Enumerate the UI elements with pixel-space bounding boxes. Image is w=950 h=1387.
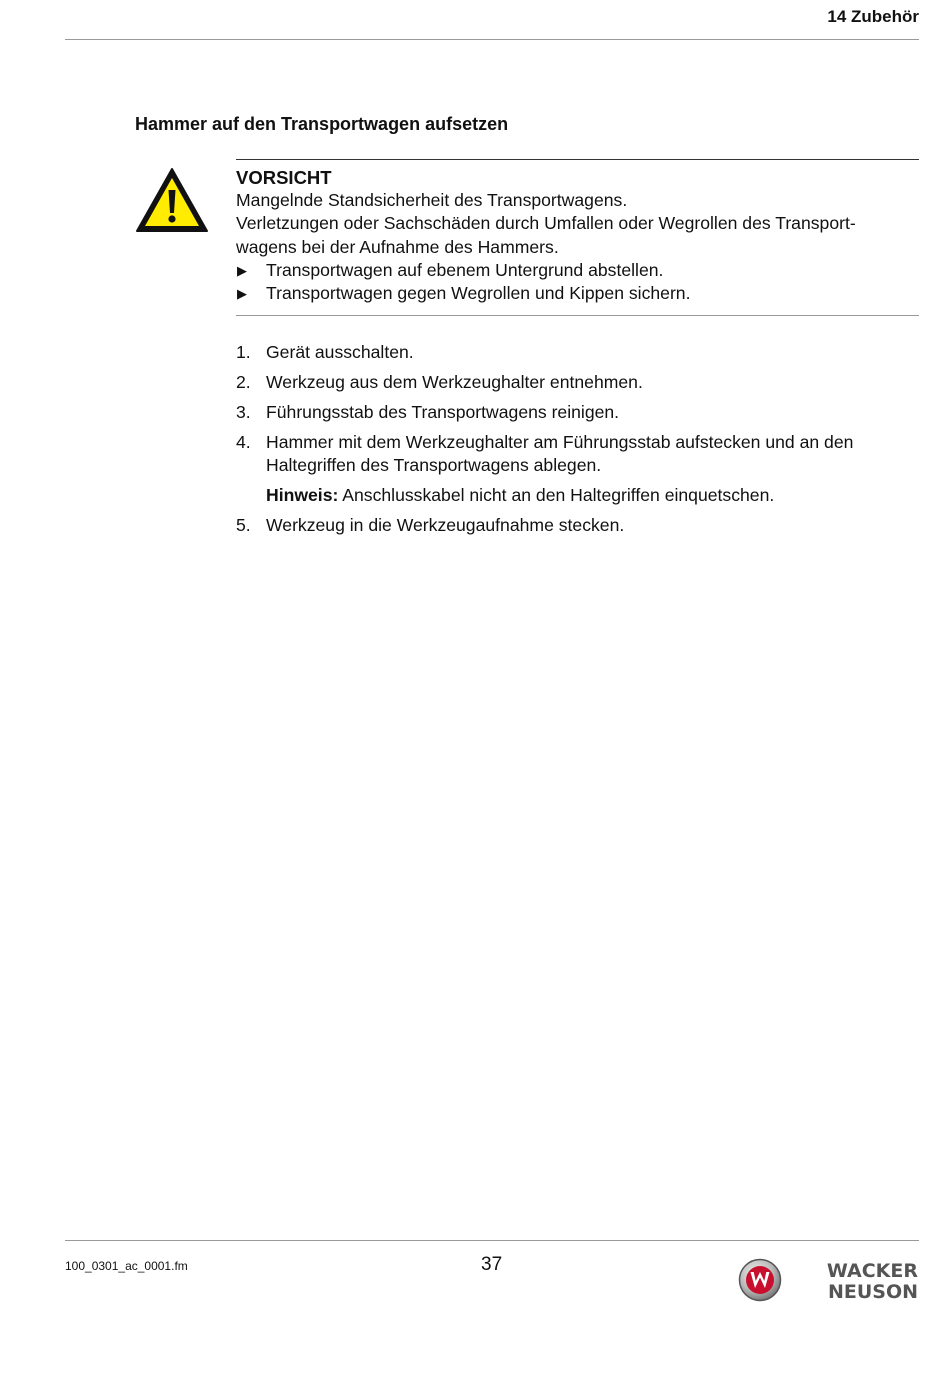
chapter-header: 14 Zubehör [827,7,919,26]
warning-consequence-line: wagens bei der Aufnahme des Hammers. [236,236,559,257]
page-number: 37 [481,1254,503,1275]
triangle-bullet-icon: ▶ [237,262,247,278]
step-item [236,431,926,477]
warning-measure [236,259,926,282]
step-number: 1. [236,342,251,362]
warning-measure-text: Transportwagen gegen Wegrollen und Kippen sichern. [266,283,691,304]
section-title: Hammer auf den Transportwagen aufsetzen [135,114,509,134]
warning-consequence-line: Verletzungen oder Sachschäden durch Umfallen oder Wegrollen des Transport- [236,213,856,234]
header-rule [65,39,919,40]
step-text: Führungsstab des Transportwagens reinigen. [266,402,620,422]
warning-measure-text: Transportwagen auf ebenem Untergrund abstellen. [266,259,664,280]
step-list [236,341,926,544]
wacker-neuson-logo [738,1257,920,1303]
step-item [236,401,926,424]
step-text: Werkzeug in die Werkzeugaufnahme stecken. [266,515,625,536]
warning-triangle-icon [134,166,210,234]
step-item [236,341,926,364]
warning-block [236,166,926,305]
note-label: Hinweis: [266,485,339,506]
step-item [236,514,926,537]
note-text: Anschlusskabel nicht an den Haltegriffen einquetschen. [342,485,775,506]
warning-signal-word: VORSICHT [236,167,332,188]
step-note [236,484,926,507]
step-text: Gerät ausschalten. [266,342,414,362]
step-number: 3. [236,402,251,422]
warning-hazard: Mangelnde Standsicherheit des Transportwagens. [236,190,628,211]
step-number: 2. [236,372,251,392]
warning-measure [236,282,926,305]
footer-rule [65,1240,919,1241]
step-number: 5. [236,515,251,536]
warning-bottom-rule [236,315,919,316]
step-number: 4. [236,432,251,452]
footer-filename: 100_0301_ac_0001.fm [65,1259,188,1273]
step-item [236,371,926,394]
step-text: Werkzeug aus dem Werkzeughalter entnehmen. [266,372,643,392]
logo-word-neuson: NEUSON [827,1281,918,1303]
warning-top-rule [236,159,919,160]
step-text: Haltegriffen des Transportwagens ablegen. [266,455,602,476]
logo-word-wacker: WACKER [826,1260,918,1282]
step-text: Hammer mit dem Werkzeughalter am Führungsstab aufstecken und an den [266,432,854,452]
triangle-bullet-icon: ▶ [237,286,247,302]
